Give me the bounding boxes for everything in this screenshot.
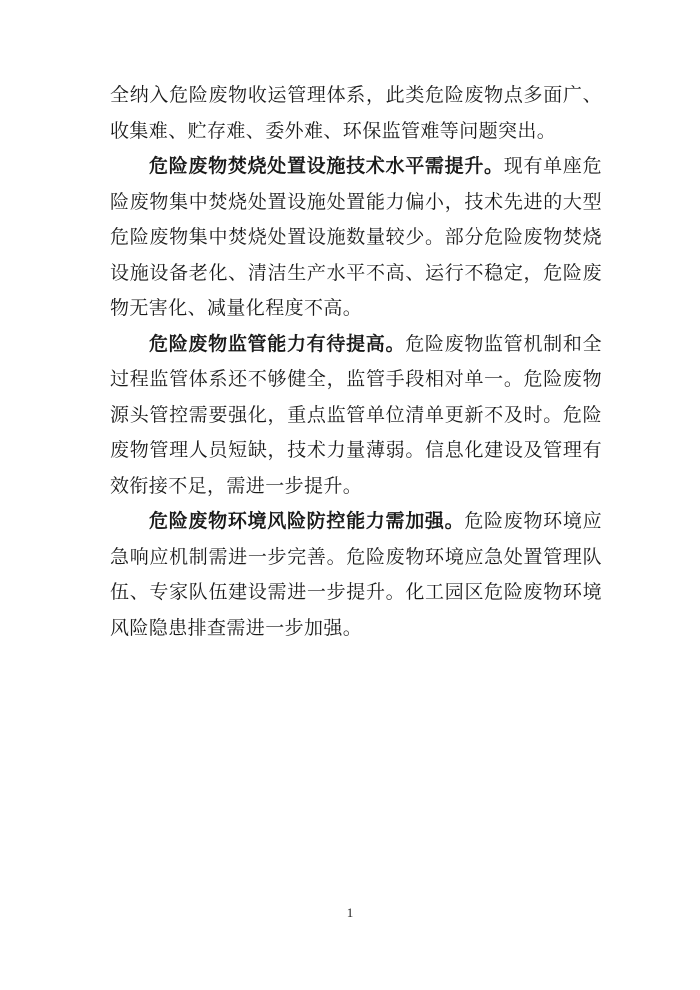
paragraph-incineration [110,149,602,327]
document-body [110,78,602,646]
paragraph-text: 现有单座危险废物集中焚烧处置设施处置能力偏小，技术先进的大型危险废物集中焚烧处置设施数量较少。部分危险废物焚烧设施设备老化、清洁生产水平不高、运行不稳定，危险废物无害化、减量化程度不高。 [110,155,602,319]
paragraph-text: 危险废物监管机制和全过程监管体系还不够健全，监管手段相对单一。危险废物源头管控需要强化，重点监管单位清单更新不及时。危险废物管理人员短缺，技术力量薄弱。信息化建设及管理有效衔接不足，需进一步提升。 [110,332,602,497]
paragraph-heading: 危险废物监管能力有待提高。 [149,332,406,355]
paragraph-supervision [110,327,602,505]
paragraph-risk-control [110,504,602,646]
page-number: 1 [346,905,354,920]
paragraph-heading: 危险废物环境风险防控能力需加强。 [149,510,465,532]
paragraph-text: 全纳入危险废物收运管理体系，此类危险废物点多面广、收集难、贮存难、委外难、环保监管难等问题突出。 [110,84,602,142]
paragraph-continuation [110,78,602,149]
paragraph-heading: 危险废物焚烧处置设施技术水平需提升。 [149,155,504,177]
paragraph-text: 危险废物环境应急响应机制需进一步完善。危险废物环境应急处置管理队伍、专家队伍建设需进一步提升。化工园区危险废物环境风险隐患排查需进一步加强。 [110,510,602,639]
